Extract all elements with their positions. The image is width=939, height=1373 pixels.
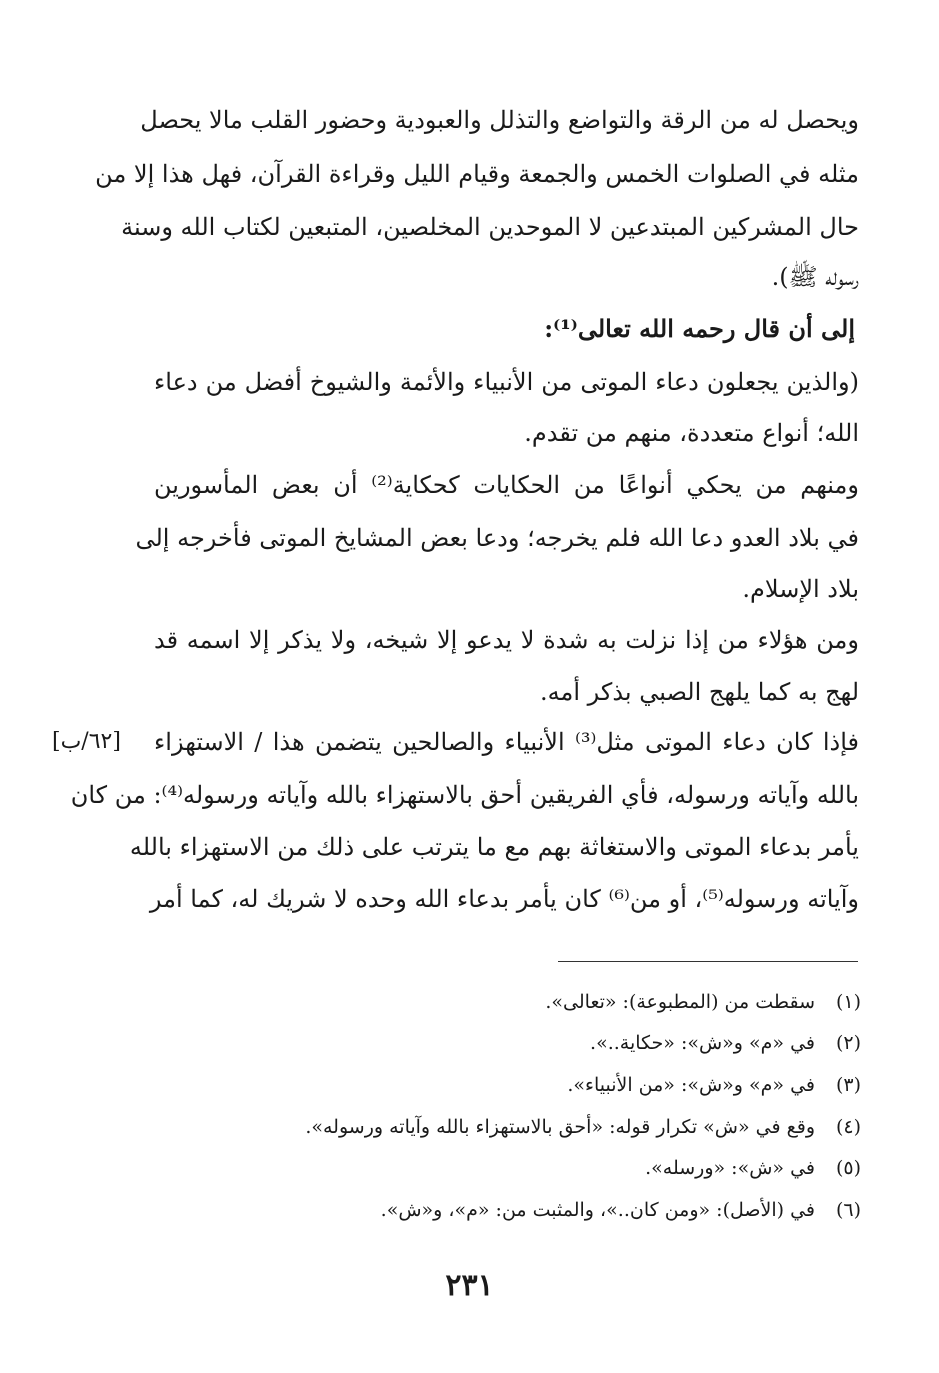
footnote-text: في «م» و«ش»: «من الأنبياء». — [567, 1074, 815, 1096]
footnote-number: (٦) — [835, 1199, 861, 1221]
body-line-11: ومن هؤلاء من إذا نزلت به شدة لا يدعو إلا شيخه، ولا يذكر إلا اسمه قد — [154, 626, 859, 654]
body-line-8-text: ومنهم من يحكي أنواعًا من الحكايات كحكاية⁽²⁾ أن بعض المأسورين — [154, 471, 859, 499]
footnote-6 — [161, 1193, 861, 1227]
page-number: ٢٣١ — [445, 1268, 494, 1303]
body-line-16: وآياته ورسوله⁽⁵⁾، أو من⁽⁶⁾ كان يأمر بدعاء الله وحده لا شريك له، كما أمر — [149, 885, 859, 913]
section-heading: إلى أن قال رحمه الله تعالى⁽¹⁾: — [544, 314, 855, 343]
footnote-text: في «ش»: «ورسله». — [645, 1157, 815, 1179]
footnote-number: (١) — [835, 991, 861, 1013]
body-line-9: في بلاد العدو دعا الله فلم يخرجه؛ ودعا بعض المشايخ الموتى فأخرجه إلى — [135, 524, 859, 552]
body-line-8 — [154, 465, 859, 505]
footnote-3 — [161, 1068, 861, 1102]
footnote-number: (٤) — [835, 1116, 861, 1138]
body-line-10: بلاد الإسلام. — [742, 575, 859, 603]
footnote-text: في «م» و«ش»: «حكاية..». — [590, 1032, 815, 1054]
body-line-7: الله؛ أنواع متعددة، منهم من تقدم. — [524, 419, 859, 447]
body-line-12: لهج به كما يلهج الصبي بذكر أمه. — [540, 678, 859, 706]
footnote-text: وقع في «ش» تكرار قوله: «أحق بالاستهزاء بالله وآياته ورسوله». — [305, 1116, 815, 1138]
footnote-2 — [161, 1026, 861, 1060]
footnote-number: (٢) — [835, 1032, 861, 1054]
body-line-4: رسوله ﷺ). — [771, 263, 859, 291]
body-line-13: فإذا كان دعاء الموتى مثل⁽³⁾ الأنبياء والصالحين يتضمن هذا / الاستهزاء — [154, 728, 859, 756]
footnote-1 — [161, 985, 861, 1019]
footnote-5 — [161, 1151, 861, 1185]
footnote-4 — [161, 1110, 861, 1144]
body-line-1: ويحصل له من الرقة والتواضع والتذلل والعبودية وحضور القلب مالا يحصل — [140, 106, 859, 134]
body-line-6: (والذين يجعلون دعاء الموتى من الأنبياء والأئمة والشيوخ أفضل من دعاء — [154, 368, 859, 396]
footnote-text: سقطت من (المطبوعة): «تعالى». — [545, 991, 815, 1013]
body-line-14: بالله وآياته ورسوله، فأي الفريقين أحق بالاستهزاء بالله وآياته ورسوله⁽⁴⁾: من كان — [70, 781, 859, 809]
footnote-number: (٥) — [835, 1157, 861, 1179]
footnote-text: في (الأصل): «ومن كان..»، والمثبت من: «م»، و«ش». — [380, 1199, 815, 1221]
body-line-3: حال المشركين المبتدعين لا الموحدين المخلصين، المتبعين لكتاب الله وسنة — [121, 213, 859, 241]
body-line-2: مثله في الصلوات الخمس والجمعة وقيام الليل وقراءة القرآن، فهل هذا إلا من — [95, 160, 859, 188]
footnote-number: (٣) — [835, 1074, 861, 1096]
manuscript-folio-reference: [٦٢/ب] — [52, 729, 121, 754]
body-line-15: يأمر بدعاء الموتى والاستغاثة بهم مع ما يترتب على ذلك من الاستهزاء بالله — [129, 833, 859, 861]
footnote-separator — [558, 961, 858, 962]
